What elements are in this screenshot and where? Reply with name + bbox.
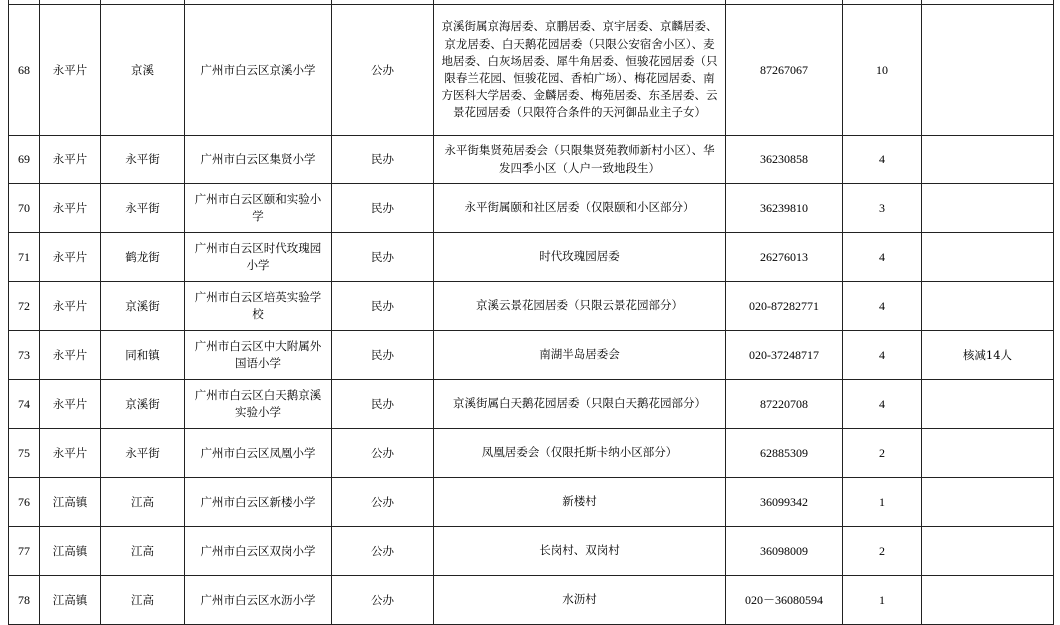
note-cell <box>922 282 1054 331</box>
phone-cell: 020－36080594 <box>726 576 843 625</box>
school-cell: 广州市白云区中大附属外国语小学 <box>185 331 332 380</box>
street-cell: 江高 <box>101 576 185 625</box>
phone-cell: 87267067 <box>726 5 843 136</box>
phone-cell: 87220708 <box>726 380 843 429</box>
table-row <box>9 380 1054 429</box>
area-cell: 凤凰居委会（仅限托斯卡纳小区部分） <box>434 429 726 478</box>
region-cell: 永平片 <box>40 136 101 184</box>
note-cell <box>922 184 1054 233</box>
classes-cell: 4 <box>843 233 922 282</box>
type-cell: 民办 <box>332 136 434 184</box>
school-cell: 广州市白云区凤凰小学 <box>185 429 332 478</box>
street-cell: 鹤龙街 <box>101 233 185 282</box>
note-cell <box>922 5 1054 136</box>
area-cell: 新楼村 <box>434 478 726 527</box>
region-cell: 永平片 <box>40 282 101 331</box>
school-cell: 广州市白云区白天鹅京溪实验小学 <box>185 380 332 429</box>
area-cell: 京溪街属白天鹅花园居委（只限白天鹅花园部分） <box>434 380 726 429</box>
classes-cell: 4 <box>843 282 922 331</box>
street-cell: 永平街 <box>101 429 185 478</box>
school-cell: 广州市白云区时代玫瑰园小学 <box>185 233 332 282</box>
phone-cell: 36239810 <box>726 184 843 233</box>
note-cell <box>922 233 1054 282</box>
note-cell: 核减14人 <box>922 331 1054 380</box>
table-row <box>9 429 1054 478</box>
classes-cell: 1 <box>843 478 922 527</box>
street-cell: 京溪街 <box>101 380 185 429</box>
row-number: 77 <box>9 527 40 576</box>
region-cell: 永平片 <box>40 5 101 136</box>
street-cell: 江高 <box>101 478 185 527</box>
school-cell: 广州市白云区颐和实验小学 <box>185 184 332 233</box>
row-number: 71 <box>9 233 40 282</box>
type-cell: 民办 <box>332 331 434 380</box>
phone-cell: 62885309 <box>726 429 843 478</box>
school-cell: 广州市白云区新楼小学 <box>185 478 332 527</box>
area-cell: 永平街集贤苑居委会（只限集贤苑教师新村小区）、华发四季小区（人户一致地段生） <box>434 136 726 184</box>
type-cell: 公办 <box>332 478 434 527</box>
phone-cell: 020-87282771 <box>726 282 843 331</box>
school-cell: 广州市白云区京溪小学 <box>185 5 332 136</box>
classes-cell: 2 <box>843 527 922 576</box>
row-number: 74 <box>9 380 40 429</box>
region-cell: 江高镇 <box>40 478 101 527</box>
phone-cell: 36230858 <box>726 136 843 184</box>
row-number: 73 <box>9 331 40 380</box>
row-number: 69 <box>9 136 40 184</box>
note-cell <box>922 478 1054 527</box>
table-row <box>9 5 1054 136</box>
street-cell: 永平街 <box>101 184 185 233</box>
classes-cell: 4 <box>843 136 922 184</box>
note-cell <box>922 136 1054 184</box>
table-row <box>9 282 1054 331</box>
type-cell: 公办 <box>332 576 434 625</box>
area-cell: 永平街属颐和社区居委（仅限颐和小区部分） <box>434 184 726 233</box>
type-cell: 民办 <box>332 184 434 233</box>
area-cell: 南湖半岛居委会 <box>434 331 726 380</box>
street-cell: 京溪 <box>101 5 185 136</box>
region-cell: 永平片 <box>40 184 101 233</box>
row-number: 78 <box>9 576 40 625</box>
street-cell: 京溪街 <box>101 282 185 331</box>
region-cell: 永平片 <box>40 380 101 429</box>
row-number: 72 <box>9 282 40 331</box>
classes-cell: 2 <box>843 429 922 478</box>
table-row <box>9 136 1054 184</box>
type-cell: 民办 <box>332 233 434 282</box>
classes-cell: 10 <box>843 5 922 136</box>
row-number: 70 <box>9 184 40 233</box>
note-cell <box>922 576 1054 625</box>
school-cell: 广州市白云区水沥小学 <box>185 576 332 625</box>
phone-cell: 36098009 <box>726 527 843 576</box>
classes-cell: 4 <box>843 380 922 429</box>
row-number: 75 <box>9 429 40 478</box>
region-cell: 江高镇 <box>40 527 101 576</box>
school-cell: 广州市白云区集贤小学 <box>185 136 332 184</box>
area-cell: 京溪街属京海居委、京鹏居委、京宇居委、京麟居委、京龙居委、白天鹅花园居委（只限公安宿舍小区）、麦地居委、白灰场居委、犀牛角居委、恒骏花园居委（只限春兰花园、恒骏花园、香柏广场）、梅花园居委、南方医科大学居委、金麟居委、梅苑居委、东圣居委、云景花园居委（只限符合条件的天河御品业主子女） <box>434 5 726 136</box>
table-row <box>9 184 1054 233</box>
school-zoning-table <box>8 0 1054 625</box>
type-cell: 民办 <box>332 282 434 331</box>
table-row <box>9 478 1054 527</box>
area-cell: 时代玫瑰园居委 <box>434 233 726 282</box>
street-cell: 同和镇 <box>101 331 185 380</box>
table-row <box>9 233 1054 282</box>
phone-cell: 020-37248717 <box>726 331 843 380</box>
region-cell: 永平片 <box>40 233 101 282</box>
note-cell <box>922 429 1054 478</box>
area-cell: 长岗村、双岗村 <box>434 527 726 576</box>
school-cell: 广州市白云区培英实验学校 <box>185 282 332 331</box>
classes-cell: 3 <box>843 184 922 233</box>
classes-cell: 4 <box>843 331 922 380</box>
type-cell: 公办 <box>332 429 434 478</box>
street-cell: 永平街 <box>101 136 185 184</box>
table-row <box>9 576 1054 625</box>
street-cell: 江高 <box>101 527 185 576</box>
phone-cell: 26276013 <box>726 233 843 282</box>
row-number: 68 <box>9 5 40 136</box>
area-cell: 京溪云景花园居委（只限云景花园部分） <box>434 282 726 331</box>
area-cell: 水沥村 <box>434 576 726 625</box>
classes-cell: 1 <box>843 576 922 625</box>
region-cell: 江高镇 <box>40 576 101 625</box>
type-cell: 公办 <box>332 527 434 576</box>
note-cell <box>922 380 1054 429</box>
region-cell: 永平片 <box>40 429 101 478</box>
school-cell: 广州市白云区双岗小学 <box>185 527 332 576</box>
table-row <box>9 331 1054 380</box>
type-cell: 民办 <box>332 380 434 429</box>
type-cell: 公办 <box>332 5 434 136</box>
row-number: 76 <box>9 478 40 527</box>
phone-cell: 36099342 <box>726 478 843 527</box>
note-cell <box>922 527 1054 576</box>
table-row <box>9 527 1054 576</box>
region-cell: 永平片 <box>40 331 101 380</box>
